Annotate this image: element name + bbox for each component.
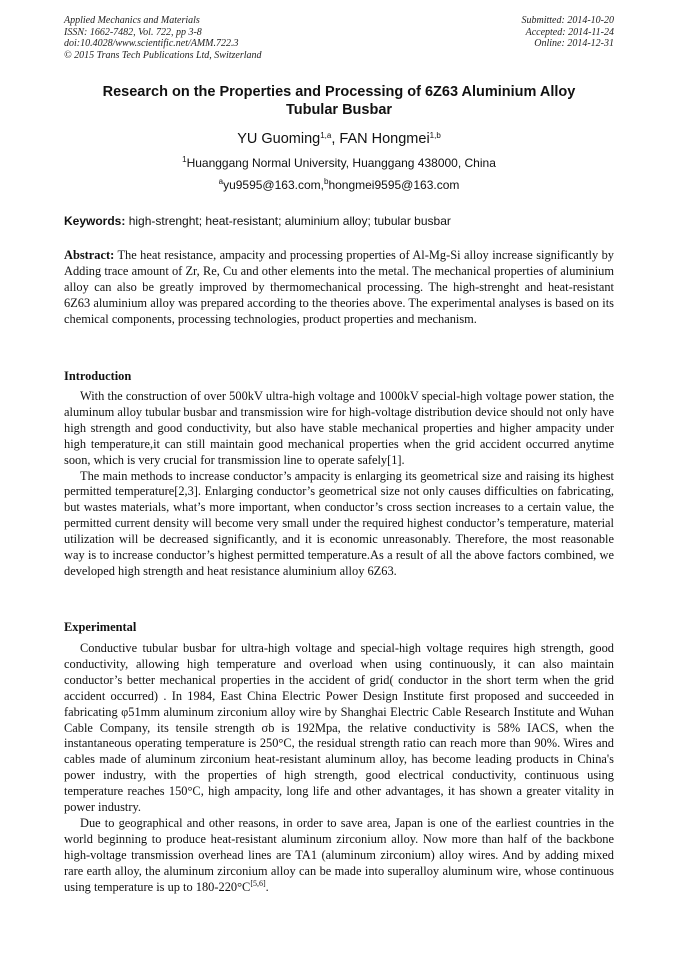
experimental-heading: Experimental [64, 620, 137, 634]
author-emails [64, 178, 614, 193]
journal-header [64, 15, 262, 61]
experimental-paragraph-2-end: . [265, 879, 269, 894]
title-line-2: Tubular Busbar [285, 102, 393, 118]
author-2-affil-mark: 1,b [429, 131, 441, 140]
keywords-label: Keywords: [64, 214, 126, 228]
abstract-text: The heat resistance, ampacity and processing properties of Al-Mg-Si alloy increase significantly by Adding trace amount of Zr, Re, Cu and other elements into the metal. The mechanical properties of aluminium alloy can also be greatly improved by thermomechanical processing. The high-strenght and heat-resistant 6Z63 aluminium alloy was prepared according to the theories above. The experimental analyses is based on its chemical components, processing technologies, product properties and mechanism. [64, 248, 614, 326]
journal-name: Applied Mechanics and Materials [64, 15, 200, 26]
email-b[interactable]: hongmei9595@163.com [328, 178, 460, 192]
experimental-body [64, 641, 614, 896]
email-b-mark: b [323, 177, 329, 186]
introduction-heading: Introduction [64, 369, 132, 383]
experimental-paragraph-2 [64, 816, 614, 896]
author-2: FAN Hongmei [339, 131, 430, 147]
introduction-paragraph-2: The main methods to increase conductor’s ampacity is enlarging its geometrical size and raising its highest permitted temperature[2,3]. Enlarging conductor’s geometrical size not only causes difficulties on fabricating, but wastes materials, what’s more important, when conductor’s cross section increases to a certain value, the permitted current density will become very small under the required highest conductor’s temperature, material utilization will be decreased significantly, and it is economic unreasonably. Therefore, the most reasonable way is to increase conductor’s highest permitted temperature.As a result of all the above factors combined, we developed high strength and heat resistance aluminium alloy 6Z63. [64, 468, 614, 578]
submitted-date: Submitted: 2014-10-20 [521, 15, 614, 26]
keywords [64, 214, 614, 229]
abstract-label: Abstract: [64, 248, 115, 262]
citation-5-6[interactable]: [5,6] [250, 878, 266, 888]
author-list [64, 130, 614, 148]
author-1: YU Guoming [237, 131, 321, 147]
abstract [64, 248, 614, 328]
email-a[interactable]: yu9595@163.com, [223, 178, 324, 192]
issn: ISSN: 1662-7482, Vol. 722, pp 3-8 [64, 26, 202, 38]
introduction-body [64, 389, 614, 580]
dates-header [522, 15, 615, 50]
affiliation-text: Huanggang Normal University, Huanggang 438000, China [186, 156, 496, 170]
title-line-1: Research on the Properties and Processing of 6Z63 Aluminium Alloy [102, 84, 576, 100]
email-a-mark: a [218, 177, 224, 186]
doi: doi:10.4028/www.scientific.net/AMM.722.3 [64, 38, 239, 49]
paper-title [64, 83, 614, 119]
experimental-paragraph-1: Conductive tubular busbar for ultra-high voltage and special-high voltage requires high strength, good conductivity, allowing high temperature and overload when using continuously, it can also maintain conductor’s better mechanical properties in the accident of grid( conductor in the short term when the grid accident occurred) . In 1984, East China Electric Power Design Institute first proposed and succeeded in fabricating φ51mm aluminum zirconium alloy wire by Shanghai Electric Cable Research Institute and Wuhan Cable Company, its tensile strength σb is 192Mpa, the relative conductivity is 58% IACS, when the instantaneous operating temperature is 250°C, the residual strength ratio can reach more than 90%. Wires and cables made of aluminum zirconium heat-resistant aluminum alloy, has become leading products in China's power industry, with the properties of high strength, good electrical conductivity, continuous using temperature reaches 150°C, high ampacity, long life and other advantages, it has shown a greater vitality in power industry. [64, 641, 614, 815]
online-date: Online: 2014-12-31 [534, 38, 614, 49]
affiliation [64, 156, 614, 171]
affiliation-mark: 1 [182, 155, 187, 164]
introduction-paragraph-1: With the construction of over 500kV ultra-high voltage and 1000kV special-high voltage power station, the aluminum alloy tubular busbar and transmission wire for high-voltage distribution device should not only have high strength and good conductivity, but also have stable mechanical properties and higher ampacity under high temperature,it can still maintain good mechanical properties when the grid accident occurred anytime soon, which is very crucial for transmission line to operate safely[1]. [64, 389, 614, 467]
copyright: © 2015 Trans Tech Publications Ltd, Switzerland [64, 49, 262, 61]
author-separator: , [331, 131, 340, 147]
author-1-affil-mark: 1,a [320, 131, 332, 140]
keywords-text: high-strenght; heat-resistant; aluminium alloy; tubular busbar [125, 214, 451, 228]
accepted-date: Accepted: 2014-11-24 [525, 26, 614, 38]
experimental-paragraph-2-text: Due to geographical and other reasons, in order to save area, Japan is one of the earliest countries in the world beginning to produce heat-resistant aluminum zirconium alloy. Now more than half of the backbone high-voltage transmission overhead lines are TA1 (aluminum zirconium) alloy wires. And by adding mixed rare earth alloy, the aluminum zirconium alloy can be made into superalloy aluminum wire, whose continuous using temperature is up to 180-220°C [64, 815, 614, 894]
